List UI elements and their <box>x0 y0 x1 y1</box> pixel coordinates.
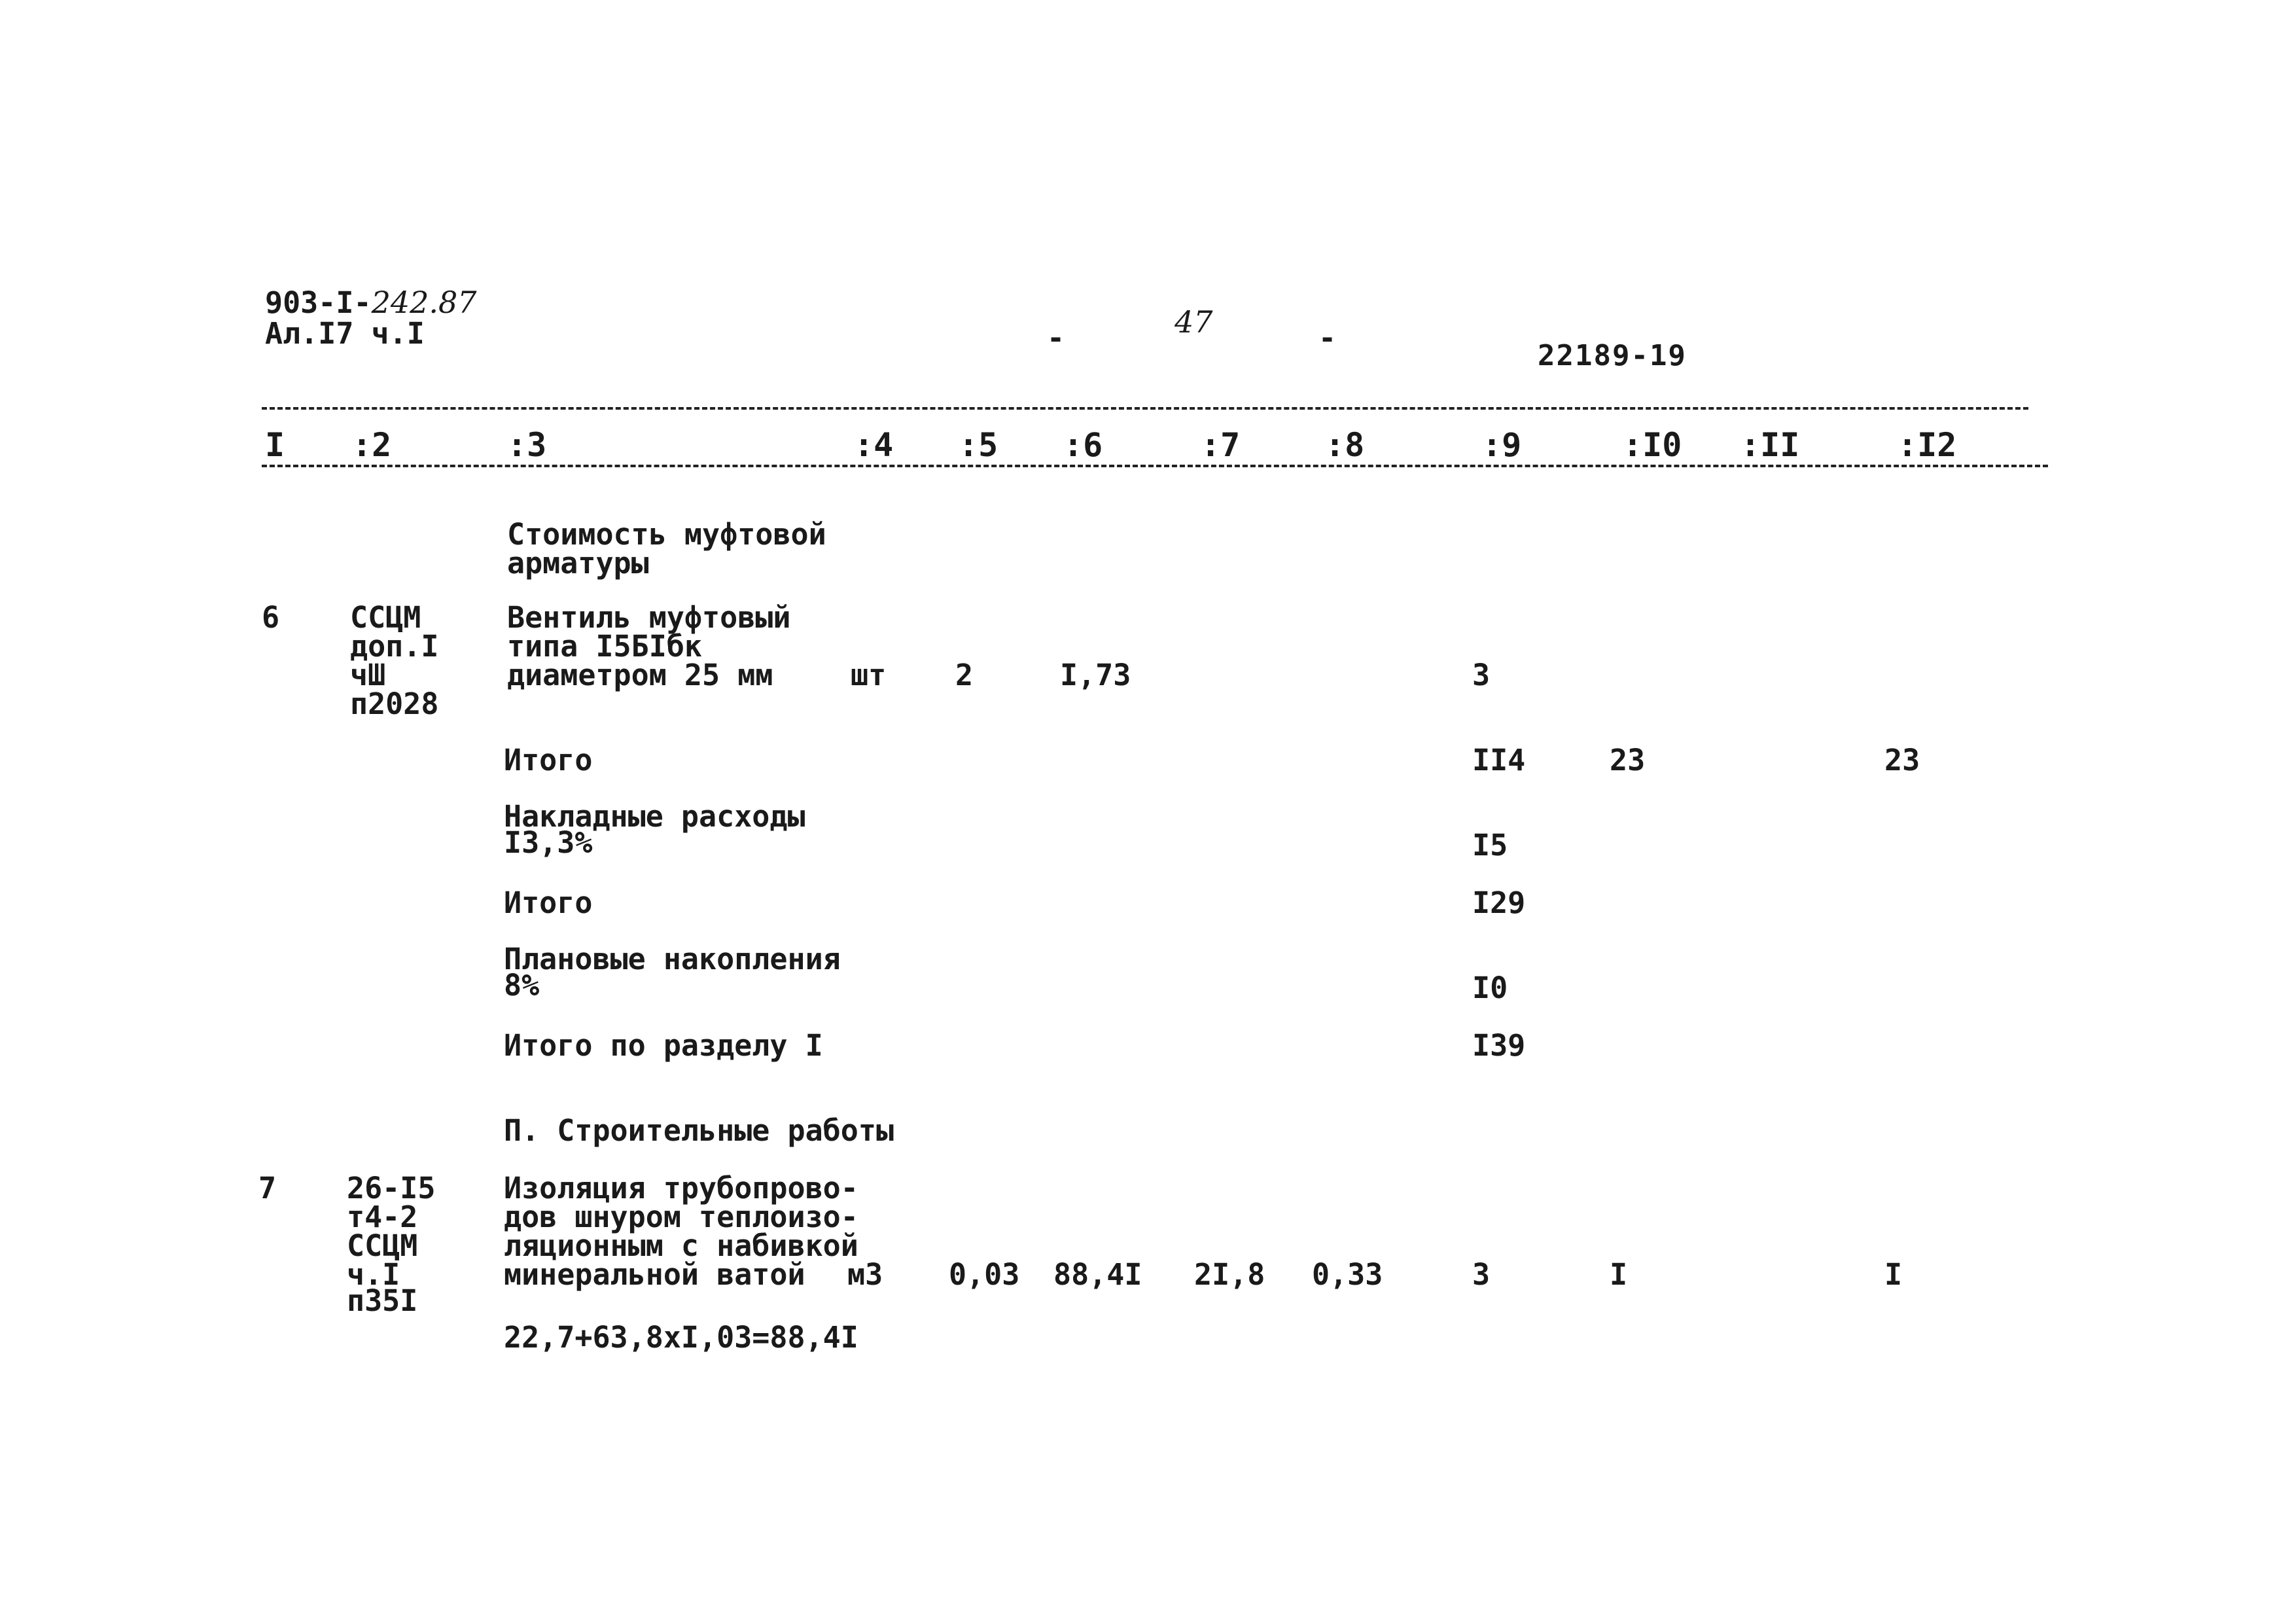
col-header-6: :6 <box>1063 426 1103 464</box>
row6-code-line3: чШ <box>350 658 386 692</box>
row6-price: I,73 <box>1060 658 1131 692</box>
planned-label-line2: 8% <box>504 968 540 1003</box>
row7-code-line1: 26-I5 <box>347 1171 436 1205</box>
planned-col9: I0 <box>1472 971 1508 1005</box>
itogo2-col9: I29 <box>1472 885 1526 920</box>
row7-col12: I <box>1884 1257 1903 1292</box>
itogo1-col10: 23 <box>1610 743 1646 777</box>
row7-col9: 3 <box>1472 1257 1491 1292</box>
section-title-line1: Стоимость муфтовой <box>507 517 826 552</box>
col-header-7: :7 <box>1201 426 1241 464</box>
section-title-line2: арматуры <box>507 546 649 580</box>
registration-stamp: 22189-19 <box>1538 339 1687 372</box>
row7-code-line5: п35I <box>347 1283 418 1318</box>
row6-num: 6 <box>262 600 280 635</box>
row6-desc-line1: Вентиль муфтовый <box>507 600 791 635</box>
header-underline <box>262 465 2048 467</box>
row7-col8: 0,33 <box>1312 1257 1383 1292</box>
itogo1-col9: II4 <box>1472 743 1526 777</box>
row7-col7: 2I,8 <box>1194 1257 1265 1292</box>
itogo1-col12: 23 <box>1884 743 1920 777</box>
col-header-5: :5 <box>959 426 998 464</box>
col-header-10: :I0 <box>1623 426 1682 464</box>
row7-unit: м3 <box>847 1257 883 1292</box>
row7-code-line3: ССЦМ <box>347 1228 418 1263</box>
col-header-8: :8 <box>1325 426 1365 464</box>
row7-desc-line1: Изоляция трубопрово- <box>504 1171 858 1205</box>
page-number: 47 <box>1174 304 1213 340</box>
planned-label-line1: Плановые накопления <box>504 942 841 976</box>
top-rule <box>262 407 2028 410</box>
itogo2-label: Итого <box>504 885 593 920</box>
section-total-label: Итого по разделу I <box>504 1028 823 1063</box>
row6-code-line2: доп.I <box>350 629 439 664</box>
page-dash-right: - <box>1318 321 1337 355</box>
row7-price: 88,4I <box>1053 1257 1142 1292</box>
row7-num: 7 <box>258 1171 277 1205</box>
col-header-2: :2 <box>352 426 392 464</box>
row6-qty: 2 <box>955 658 974 692</box>
row6-code-line1: ССЦМ <box>350 600 421 635</box>
row7-formula: 22,7+63,8хI,03=88,4I <box>504 1320 858 1355</box>
row7-col10: I <box>1610 1257 1628 1292</box>
col-header-12: :I2 <box>1898 426 1957 464</box>
overhead-label-line1: Накладные расходы <box>504 799 805 834</box>
row6-unit: шт <box>851 658 887 692</box>
doc-code-print: 903-I- <box>265 285 372 320</box>
overhead-label-line2: I3,3% <box>504 825 593 860</box>
row6-col9: 3 <box>1472 658 1491 692</box>
col-header-1: I <box>265 426 285 464</box>
row6-desc-line2: типа I5БIбк <box>507 629 703 664</box>
overhead-col9: I5 <box>1472 828 1508 863</box>
sheet-label: Ал.I7 ч.I <box>265 316 425 351</box>
col-header-3: :3 <box>507 426 547 464</box>
page-dash-left: - <box>1047 321 1065 355</box>
col-header-9: :9 <box>1482 426 1522 464</box>
row7-desc-line4: минеральной ватой <box>504 1257 805 1292</box>
row6-desc-line3: диаметром 25 мм <box>507 658 773 692</box>
row7-code-line4: ч.I <box>347 1257 400 1292</box>
section2-title: П. Строительные работы <box>504 1113 894 1148</box>
row6-code-line4: п2028 <box>350 687 439 721</box>
itogo1-label: Итого <box>504 743 593 777</box>
row7-desc-line2: дов шнуром теплоизо- <box>504 1200 858 1234</box>
section-total-col9: I39 <box>1472 1028 1526 1063</box>
doc-code <box>265 285 477 320</box>
row7-code-line2: т4-2 <box>347 1200 418 1234</box>
col-header-11: :II <box>1740 426 1800 464</box>
row7-desc-line3: ляционным с набивкой <box>504 1228 858 1263</box>
row7-qty: 0,03 <box>949 1257 1020 1292</box>
col-header-4: :4 <box>854 426 894 464</box>
doc-code-handwritten: 242.87 <box>371 285 477 320</box>
